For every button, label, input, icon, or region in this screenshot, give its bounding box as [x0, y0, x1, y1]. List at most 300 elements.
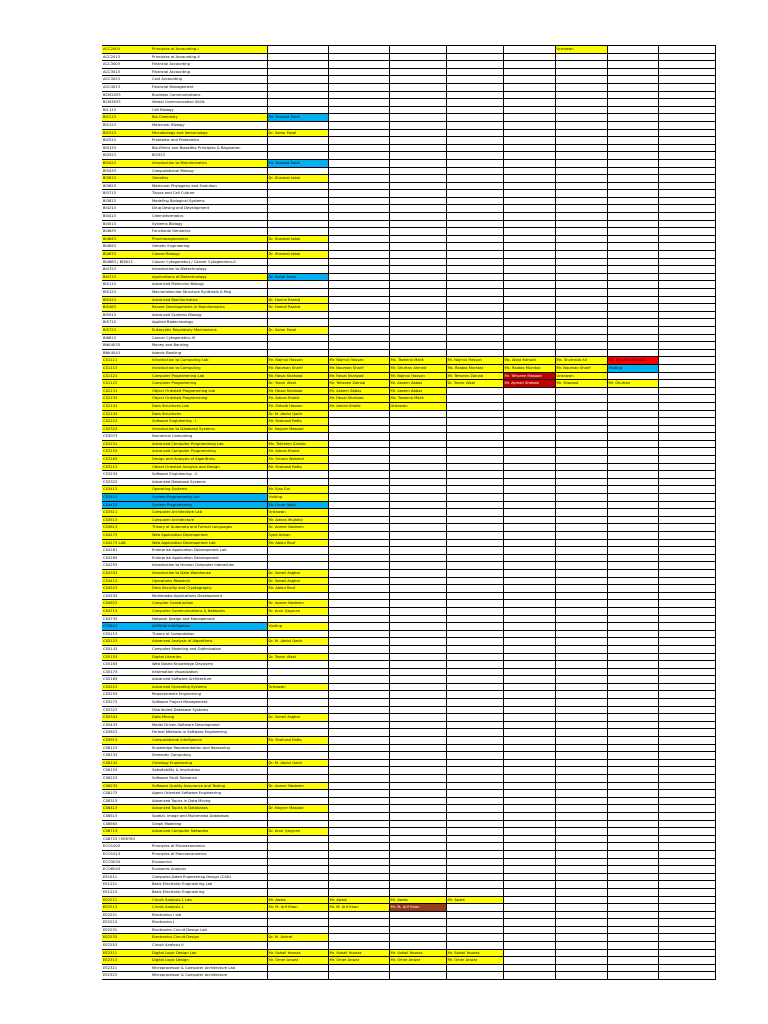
- instructor-cell[interactable]: [503, 888, 555, 896]
- instructor-cell[interactable]: [267, 942, 328, 950]
- course-title-cell[interactable]: Distributed Database Systems: [151, 706, 267, 714]
- instructor-cell[interactable]: [328, 858, 389, 866]
- instructor-cell[interactable]: [555, 638, 607, 646]
- instructor-cell[interactable]: [267, 220, 328, 228]
- instructor-cell[interactable]: [555, 114, 607, 122]
- instructor-cell[interactable]: [446, 964, 503, 972]
- instructor-cell[interactable]: [658, 532, 715, 540]
- course-title-cell[interactable]: Software Quality Assurance and Testing: [151, 782, 267, 790]
- instructor-cell[interactable]: [267, 858, 328, 866]
- instructor-cell[interactable]: [328, 767, 389, 775]
- instructor-cell[interactable]: [446, 600, 503, 608]
- instructor-cell[interactable]: [446, 53, 503, 61]
- instructor-cell[interactable]: [555, 721, 607, 729]
- instructor-cell[interactable]: [658, 653, 715, 661]
- instructor-cell[interactable]: [446, 410, 503, 418]
- instructor-cell[interactable]: [607, 683, 658, 691]
- instructor-cell[interactable]: [389, 547, 446, 555]
- instructor-cell[interactable]: [658, 828, 715, 836]
- instructor-cell[interactable]: [555, 251, 607, 259]
- instructor-cell[interactable]: [389, 926, 446, 934]
- course-code-cell[interactable]: BI4413: [102, 213, 151, 221]
- instructor-cell[interactable]: [555, 759, 607, 767]
- instructor-cell[interactable]: Mr. Nouman Sharif: [555, 364, 607, 372]
- course-title-cell[interactable]: Principles of Accounting-I: [151, 46, 267, 54]
- instructor-cell[interactable]: Mr. M. Arif Khan: [328, 904, 389, 912]
- instructor-cell[interactable]: Dr. Aamer Nadeem: [267, 524, 328, 532]
- instructor-cell[interactable]: Ms. Atiya Kanwal: [503, 357, 555, 365]
- instructor-cell[interactable]: [267, 554, 328, 562]
- instructor-cell[interactable]: [503, 775, 555, 783]
- instructor-cell[interactable]: [389, 235, 446, 243]
- course-title-cell[interactable]: Genetics: [151, 175, 267, 183]
- instructor-cell[interactable]: [658, 311, 715, 319]
- instructor-cell[interactable]: [328, 607, 389, 615]
- instructor-cell[interactable]: [658, 661, 715, 669]
- instructor-cell[interactable]: [328, 334, 389, 342]
- instructor-cell[interactable]: [503, 964, 555, 972]
- instructor-cell[interactable]: [446, 190, 503, 198]
- instructor-cell[interactable]: [389, 942, 446, 950]
- instructor-cell[interactable]: Dr. Shaukat Iqbal: [267, 235, 328, 243]
- instructor-cell[interactable]: [607, 494, 658, 502]
- instructor-cell[interactable]: [328, 68, 389, 76]
- instructor-cell[interactable]: [389, 797, 446, 805]
- instructor-cell[interactable]: Dr. Sahar Fazal: [267, 129, 328, 137]
- course-code-cell[interactable]: CS6313: [102, 797, 151, 805]
- course-title-cell[interactable]: Advanced Software Architecture: [151, 676, 267, 684]
- instructor-cell[interactable]: [555, 319, 607, 327]
- instructor-cell[interactable]: [503, 797, 555, 805]
- instructor-cell[interactable]: [328, 562, 389, 570]
- instructor-cell[interactable]: [503, 258, 555, 266]
- instructor-cell[interactable]: [658, 304, 715, 312]
- instructor-cell[interactable]: [389, 106, 446, 114]
- instructor-cell[interactable]: [446, 828, 503, 836]
- instructor-cell[interactable]: [446, 205, 503, 213]
- instructor-cell[interactable]: [503, 623, 555, 631]
- instructor-cell[interactable]: [328, 486, 389, 494]
- instructor-cell[interactable]: [555, 668, 607, 676]
- instructor-cell[interactable]: Unknown: [555, 372, 607, 380]
- course-code-cell[interactable]: BI3423: [102, 159, 151, 167]
- course-title-cell[interactable]: System Programming Lab: [151, 494, 267, 502]
- instructor-cell[interactable]: [503, 532, 555, 540]
- instructor-cell[interactable]: [328, 175, 389, 183]
- instructor-cell[interactable]: [503, 167, 555, 175]
- instructor-cell[interactable]: [328, 61, 389, 69]
- instructor-cell[interactable]: [446, 706, 503, 714]
- instructor-cell[interactable]: [446, 934, 503, 942]
- instructor-cell[interactable]: Ms. Raabia Mumtaz: [446, 364, 503, 372]
- instructor-cell[interactable]: [446, 775, 503, 783]
- instructor-cell[interactable]: [389, 676, 446, 684]
- instructor-cell[interactable]: [446, 744, 503, 752]
- instructor-cell[interactable]: Mr. Faisal Shahzad: [267, 372, 328, 380]
- instructor-cell[interactable]: [328, 304, 389, 312]
- instructor-cell[interactable]: [658, 91, 715, 99]
- course-title-cell[interactable]: Satisfiability & Implication: [151, 767, 267, 775]
- instructor-cell[interactable]: Mr. Awais: [267, 896, 328, 904]
- course-code-cell[interactable]: CS3323: [102, 478, 151, 486]
- course-title-cell[interactable]: Electronics I lab: [151, 911, 267, 919]
- instructor-cell[interactable]: [607, 76, 658, 84]
- instructor-cell[interactable]: [503, 395, 555, 403]
- instructor-cell[interactable]: [503, 220, 555, 228]
- instructor-cell[interactable]: [446, 926, 503, 934]
- instructor-cell[interactable]: [658, 759, 715, 767]
- instructor-cell[interactable]: [328, 850, 389, 858]
- instructor-cell[interactable]: [503, 463, 555, 471]
- course-code-cell[interactable]: CS6273: [102, 790, 151, 798]
- instructor-cell[interactable]: Dr. Nayyer Masood: [267, 805, 328, 813]
- instructor-cell[interactable]: [555, 653, 607, 661]
- instructor-cell[interactable]: [503, 569, 555, 577]
- instructor-cell[interactable]: [658, 585, 715, 593]
- instructor-cell[interactable]: [328, 699, 389, 707]
- instructor-cell[interactable]: [328, 820, 389, 828]
- instructor-cell[interactable]: [503, 752, 555, 760]
- instructor-cell[interactable]: Ms. Tazeena Malik: [389, 357, 446, 365]
- instructor-cell[interactable]: Syed Adnan: [267, 532, 328, 540]
- instructor-cell[interactable]: [503, 152, 555, 160]
- instructor-cell[interactable]: [267, 106, 328, 114]
- instructor-cell[interactable]: [658, 972, 715, 980]
- course-title-cell[interactable]: Enterprise Application Development: [151, 554, 267, 562]
- instructor-cell[interactable]: [389, 121, 446, 129]
- instructor-cell[interactable]: [503, 615, 555, 623]
- instructor-cell[interactable]: [555, 456, 607, 464]
- instructor-cell[interactable]: [503, 311, 555, 319]
- instructor-cell[interactable]: [607, 509, 658, 517]
- instructor-cell[interactable]: [607, 638, 658, 646]
- instructor-cell[interactable]: [658, 372, 715, 380]
- instructor-cell[interactable]: [658, 592, 715, 600]
- instructor-cell[interactable]: Mr. Omer Anwar: [267, 957, 328, 965]
- course-title-cell[interactable]: Advanced Topics in Databases: [151, 805, 267, 813]
- course-title-cell[interactable]: Object Oriented Programming: [151, 395, 267, 403]
- course-title-cell[interactable]: Digital Libraries: [151, 653, 267, 661]
- instructor-cell[interactable]: [607, 577, 658, 585]
- course-title-cell[interactable]: Advanced Computer Networks: [151, 828, 267, 836]
- instructor-cell[interactable]: [446, 197, 503, 205]
- instructor-cell[interactable]: Ms. Raabia Mumtaz: [503, 364, 555, 372]
- instructor-cell[interactable]: [555, 486, 607, 494]
- instructor-cell[interactable]: [658, 205, 715, 213]
- course-code-cell[interactable]: BI5513: [102, 311, 151, 319]
- instructor-cell[interactable]: Mr. Nouman Sharif: [328, 364, 389, 372]
- instructor-cell[interactable]: [503, 494, 555, 502]
- instructor-cell[interactable]: [328, 311, 389, 319]
- instructor-cell[interactable]: [658, 46, 715, 54]
- course-code-cell[interactable]: CS3213: [102, 463, 151, 471]
- instructor-cell[interactable]: [658, 638, 715, 646]
- course-code-cell[interactable]: CS3163: [102, 456, 151, 464]
- instructor-cell[interactable]: [555, 159, 607, 167]
- instructor-cell[interactable]: [658, 926, 715, 934]
- instructor-cell[interactable]: [607, 873, 658, 881]
- instructor-cell[interactable]: [607, 402, 658, 410]
- instructor-cell[interactable]: [607, 99, 658, 107]
- instructor-cell[interactable]: [389, 645, 446, 653]
- instructor-cell[interactable]: [658, 714, 715, 722]
- instructor-cell[interactable]: [267, 850, 328, 858]
- instructor-cell[interactable]: [607, 486, 658, 494]
- instructor-cell[interactable]: [389, 76, 446, 84]
- instructor-cell[interactable]: [328, 433, 389, 441]
- instructor-cell[interactable]: [389, 463, 446, 471]
- instructor-cell[interactable]: [555, 585, 607, 593]
- course-code-cell[interactable]: CS1121: [102, 372, 151, 380]
- course-title-cell[interactable]: Computer Programming Lab: [151, 372, 267, 380]
- course-title-cell[interactable]: Software Fault Tolerance: [151, 775, 267, 783]
- instructor-cell[interactable]: [607, 615, 658, 623]
- instructor-cell[interactable]: [328, 653, 389, 661]
- instructor-cell[interactable]: [328, 881, 389, 889]
- instructor-cell[interactable]: [267, 721, 328, 729]
- instructor-cell[interactable]: [555, 76, 607, 84]
- instructor-cell[interactable]: [267, 645, 328, 653]
- instructor-cell[interactable]: [555, 866, 607, 874]
- instructor-cell[interactable]: [607, 478, 658, 486]
- instructor-cell[interactable]: [267, 630, 328, 638]
- instructor-cell[interactable]: [607, 228, 658, 236]
- instructor-cell[interactable]: [658, 220, 715, 228]
- instructor-cell[interactable]: [446, 873, 503, 881]
- instructor-cell[interactable]: [555, 539, 607, 547]
- instructor-cell[interactable]: Mr. Najmul Hassan: [389, 372, 446, 380]
- instructor-cell[interactable]: [389, 721, 446, 729]
- instructor-cell[interactable]: [446, 782, 503, 790]
- course-title-cell[interactable]: Financial Management: [151, 83, 267, 91]
- instructor-cell[interactable]: [607, 752, 658, 760]
- instructor-cell[interactable]: [555, 812, 607, 820]
- instructor-cell[interactable]: [446, 144, 503, 152]
- course-code-cell[interactable]: CS4173: [102, 532, 151, 540]
- instructor-cell[interactable]: [658, 676, 715, 684]
- instructor-cell[interactable]: [607, 934, 658, 942]
- course-title-cell[interactable]: Digital Logic Design Lab: [151, 949, 267, 957]
- instructor-cell[interactable]: [503, 53, 555, 61]
- instructor-cell[interactable]: [503, 585, 555, 593]
- course-code-cell[interactable]: EE2323: [102, 972, 151, 980]
- instructor-cell[interactable]: Mr. Shujaat Zaidi: [267, 159, 328, 167]
- course-code-cell[interactable]: CS4733: [102, 615, 151, 623]
- course-code-cell[interactable]: BI5123: [102, 289, 151, 297]
- instructor-cell[interactable]: [555, 957, 607, 965]
- course-title-cell[interactable]: Computer Architecture: [151, 516, 267, 524]
- instructor-cell[interactable]: [555, 220, 607, 228]
- instructor-cell[interactable]: [389, 934, 446, 942]
- instructor-cell[interactable]: Mr. Ghufran: [607, 380, 658, 388]
- instructor-cell[interactable]: [607, 858, 658, 866]
- instructor-cell[interactable]: [267, 744, 328, 752]
- course-title-cell[interactable]: Cell Biology: [151, 106, 267, 114]
- instructor-cell[interactable]: [389, 501, 446, 509]
- course-title-cell[interactable]: Economic Analysis: [151, 866, 267, 874]
- course-code-cell[interactable]: BNK4043: [102, 349, 151, 357]
- instructor-cell[interactable]: [658, 167, 715, 175]
- course-title-cell[interactable]: Proteome and Proteomics: [151, 137, 267, 145]
- instructor-cell[interactable]: [503, 289, 555, 297]
- course-title-cell[interactable]: [151, 835, 267, 843]
- instructor-cell[interactable]: [328, 273, 389, 281]
- instructor-cell[interactable]: [389, 888, 446, 896]
- course-code-cell[interactable]: CS3613: [102, 524, 151, 532]
- instructor-cell[interactable]: [607, 737, 658, 745]
- instructor-cell[interactable]: [328, 668, 389, 676]
- instructor-cell[interactable]: [555, 516, 607, 524]
- instructor-cell[interactable]: [446, 68, 503, 76]
- instructor-cell[interactable]: [328, 326, 389, 334]
- course-title-cell[interactable]: Computer-Aided Engineering Design (CAD): [151, 873, 267, 881]
- instructor-cell[interactable]: [658, 721, 715, 729]
- instructor-cell[interactable]: [607, 828, 658, 836]
- instructor-cell[interactable]: Mr. Awais: [446, 896, 503, 904]
- instructor-cell[interactable]: [555, 311, 607, 319]
- instructor-cell[interactable]: [658, 752, 715, 760]
- instructor-cell[interactable]: [446, 220, 503, 228]
- instructor-cell[interactable]: [607, 911, 658, 919]
- instructor-cell[interactable]: [503, 448, 555, 456]
- instructor-cell[interactable]: [658, 957, 715, 965]
- course-title-cell[interactable]: BI3323: [151, 152, 267, 160]
- course-title-cell[interactable]: Web Based Knowledge Discovery: [151, 661, 267, 669]
- instructor-cell[interactable]: [267, 691, 328, 699]
- instructor-cell[interactable]: [389, 744, 446, 752]
- course-title-cell[interactable]: Economics: [151, 858, 267, 866]
- instructor-cell[interactable]: [267, 676, 328, 684]
- course-code-cell[interactable]: ACC3013: [102, 68, 151, 76]
- instructor-cell[interactable]: [389, 190, 446, 198]
- instructor-cell[interactable]: [389, 600, 446, 608]
- instructor-cell[interactable]: [389, 425, 446, 433]
- instructor-cell[interactable]: [658, 873, 715, 881]
- instructor-cell[interactable]: [658, 448, 715, 456]
- instructor-cell[interactable]: [555, 53, 607, 61]
- instructor-cell[interactable]: [658, 159, 715, 167]
- instructor-cell[interactable]: [658, 182, 715, 190]
- instructor-cell[interactable]: [607, 197, 658, 205]
- course-code-cell[interactable]: ACC2013: [102, 53, 151, 61]
- instructor-cell[interactable]: [658, 866, 715, 874]
- instructor-cell[interactable]: [389, 83, 446, 91]
- instructor-cell[interactable]: [267, 61, 328, 69]
- course-code-cell[interactable]: BI4723: [102, 266, 151, 274]
- course-code-cell[interactable]: CS5433: [102, 721, 151, 729]
- instructor-cell[interactable]: [607, 600, 658, 608]
- instructor-cell[interactable]: Unknown: [267, 509, 328, 517]
- instructor-cell[interactable]: Mr. Omara Waheed: [267, 456, 328, 464]
- instructor-cell[interactable]: [607, 418, 658, 426]
- instructor-cell[interactable]: [389, 197, 446, 205]
- instructor-cell[interactable]: [267, 213, 328, 221]
- instructor-cell[interactable]: [555, 281, 607, 289]
- instructor-cell[interactable]: [503, 228, 555, 236]
- instructor-cell[interactable]: [328, 182, 389, 190]
- course-title-cell[interactable]: Digital Logic Design: [151, 957, 267, 965]
- instructor-cell[interactable]: [446, 334, 503, 342]
- instructor-cell[interactable]: Dr. Shaukat Iqbal: [267, 251, 328, 259]
- instructor-cell[interactable]: [389, 509, 446, 517]
- instructor-cell[interactable]: [607, 83, 658, 91]
- instructor-cell[interactable]: [328, 258, 389, 266]
- course-code-cell[interactable]: CS5623: [102, 729, 151, 737]
- instructor-cell[interactable]: [658, 850, 715, 858]
- instructor-cell[interactable]: [503, 812, 555, 820]
- instructor-cell[interactable]: [389, 273, 446, 281]
- instructor-cell[interactable]: [503, 273, 555, 281]
- instructor-cell[interactable]: [503, 691, 555, 699]
- course-title-cell[interactable]: Software Engineering - I: [151, 418, 267, 426]
- instructor-cell[interactable]: [389, 258, 446, 266]
- course-code-cell[interactable]: CS4812: [102, 623, 151, 631]
- instructor-cell[interactable]: [607, 281, 658, 289]
- instructor-cell[interactable]: [389, 516, 446, 524]
- instructor-cell[interactable]: [446, 668, 503, 676]
- instructor-cell[interactable]: [389, 850, 446, 858]
- instructor-cell[interactable]: [503, 486, 555, 494]
- course-title-cell[interactable]: Introduction to Computing: [151, 364, 267, 372]
- instructor-cell[interactable]: [658, 547, 715, 555]
- instructor-cell[interactable]: [658, 68, 715, 76]
- instructor-cell[interactable]: [328, 509, 389, 517]
- instructor-cell[interactable]: [446, 243, 503, 251]
- instructor-cell[interactable]: [607, 266, 658, 274]
- course-code-cell[interactable]: EE1223: [102, 888, 151, 896]
- instructor-cell[interactable]: [607, 676, 658, 684]
- instructor-cell[interactable]: [446, 182, 503, 190]
- instructor-cell[interactable]: [446, 456, 503, 464]
- instructor-cell[interactable]: [607, 706, 658, 714]
- instructor-cell[interactable]: Mr. Omer Anwar: [389, 957, 446, 965]
- instructor-cell[interactable]: [555, 744, 607, 752]
- instructor-cell[interactable]: [328, 790, 389, 798]
- instructor-cell[interactable]: Mr. Faisal Shahzad: [267, 387, 328, 395]
- instructor-cell[interactable]: [446, 281, 503, 289]
- course-title-cell[interactable]: Software Engineering - II: [151, 471, 267, 479]
- instructor-cell[interactable]: [658, 121, 715, 129]
- instructor-cell[interactable]: Mr. Ghufran Ahmed: [389, 364, 446, 372]
- course-title-cell[interactable]: Introduction to Database Systems: [151, 425, 267, 433]
- instructor-cell[interactable]: [446, 919, 503, 927]
- instructor-cell[interactable]: Visiting: [267, 623, 328, 631]
- instructor-cell[interactable]: [607, 729, 658, 737]
- instructor-cell[interactable]: [267, 478, 328, 486]
- instructor-cell[interactable]: [658, 699, 715, 707]
- instructor-cell[interactable]: [328, 463, 389, 471]
- instructor-cell[interactable]: [555, 607, 607, 615]
- instructor-cell[interactable]: [389, 539, 446, 547]
- instructor-cell[interactable]: [446, 266, 503, 274]
- instructor-cell[interactable]: [446, 159, 503, 167]
- instructor-cell[interactable]: [267, 820, 328, 828]
- instructor-cell[interactable]: Unknown: [389, 402, 446, 410]
- instructor-cell[interactable]: [503, 418, 555, 426]
- instructor-cell[interactable]: [555, 106, 607, 114]
- instructor-cell[interactable]: Visiting: [267, 494, 328, 502]
- instructor-cell[interactable]: [658, 357, 715, 365]
- course-code-cell[interactable]: ECO1003: [102, 843, 151, 851]
- instructor-cell[interactable]: [658, 137, 715, 145]
- instructor-cell[interactable]: [555, 782, 607, 790]
- instructor-cell[interactable]: [658, 554, 715, 562]
- instructor-cell[interactable]: [503, 896, 555, 904]
- instructor-cell[interactable]: [328, 942, 389, 950]
- instructor-cell[interactable]: [328, 197, 389, 205]
- course-code-cell[interactable]: BI5413: [102, 296, 151, 304]
- course-title-cell[interactable]: Theory of Computation: [151, 630, 267, 638]
